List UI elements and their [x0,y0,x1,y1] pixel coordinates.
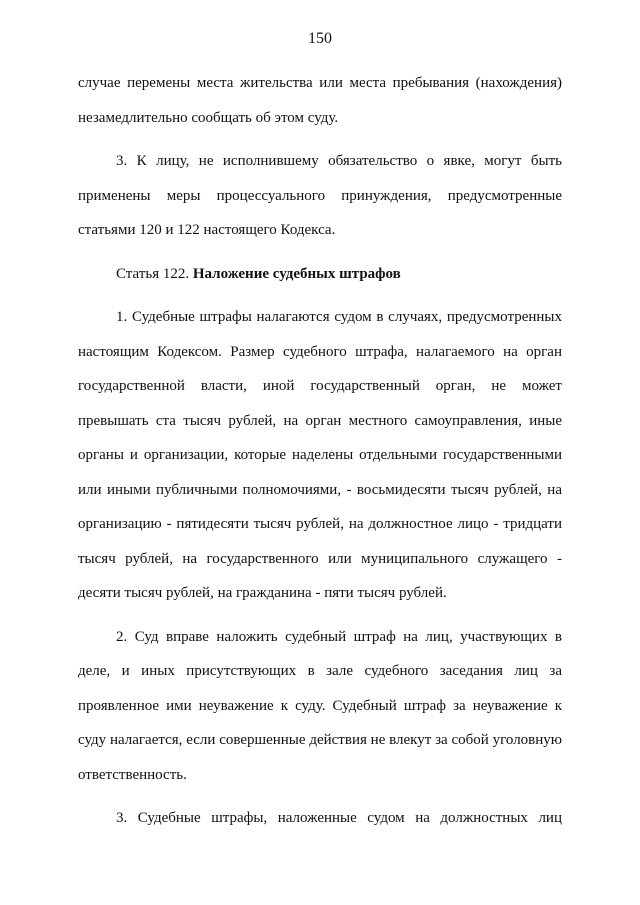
text-line: настоящим Кодексом. Размер судебного штрафа, налагаемого на орган [78,343,562,360]
paragraph-item-2 [78,620,562,793]
article-number: Статья 122. [116,265,190,282]
text-line: применены меры процессуального принуждения, предусмотренные [78,187,562,204]
text-line: тысяч рублей, на государственного или муниципального служащего - [78,550,562,567]
article-title: Наложение судебных штрафов [192,265,401,282]
paragraph-item-3 [78,144,562,248]
text-line: организацию - пятидесяти тысяч рублей, на должностное лицо - тридцати [78,516,562,532]
paragraph-item-3b [78,801,562,836]
text-line: 1. Судебные штрафы налагаются судом в случаях, предусмотренных [116,309,562,325]
text-line: 3. К лицу, не исполнившему обязательство о явке, могут быть [116,153,562,169]
article-heading [78,257,562,292]
text-line: превышать ста тысяч рублей, на орган местного самоуправления, иные [78,412,562,429]
text-line: 3. Судебные штрафы, наложенные судом на должностных лиц [116,810,562,826]
paragraph-continuation [78,66,562,135]
text-line: суду налагается, если совершенные действия не влекут за собой уголовную [78,732,562,748]
document-body [78,66,562,836]
text-line: незамедлительно сообщать об этом суду. [78,109,339,126]
text-line: государственной власти, иной государственный орган, не может [78,378,562,394]
text-line: или иными публичными полномочиями, - восьмидесяти тысяч рублей, на [78,481,562,498]
text-line: десяти тысяч рублей, на гражданина - пяти тысяч рублей. [78,585,447,601]
text-line: деле, и иных присутствующих в зале судебного заседания лиц за [78,663,562,679]
text-line: проявленное ими неуважение к суду. Судебный штраф за неуважение к [78,697,562,714]
text-line: 2. Суд вправе наложить судебный штраф на лиц, участвующих в [116,628,562,645]
text-line: случае перемены места жительства или места пребывания (нахождения) [78,75,562,91]
page-number: 150 [308,30,332,47]
paragraph-item-1 [78,300,562,611]
text-line: ответственность. [78,766,187,783]
text-line: статьями 120 и 122 настоящего Кодекса. [78,222,336,238]
text-line: органы и организации, которые наделены отдельными государственными [78,447,562,463]
